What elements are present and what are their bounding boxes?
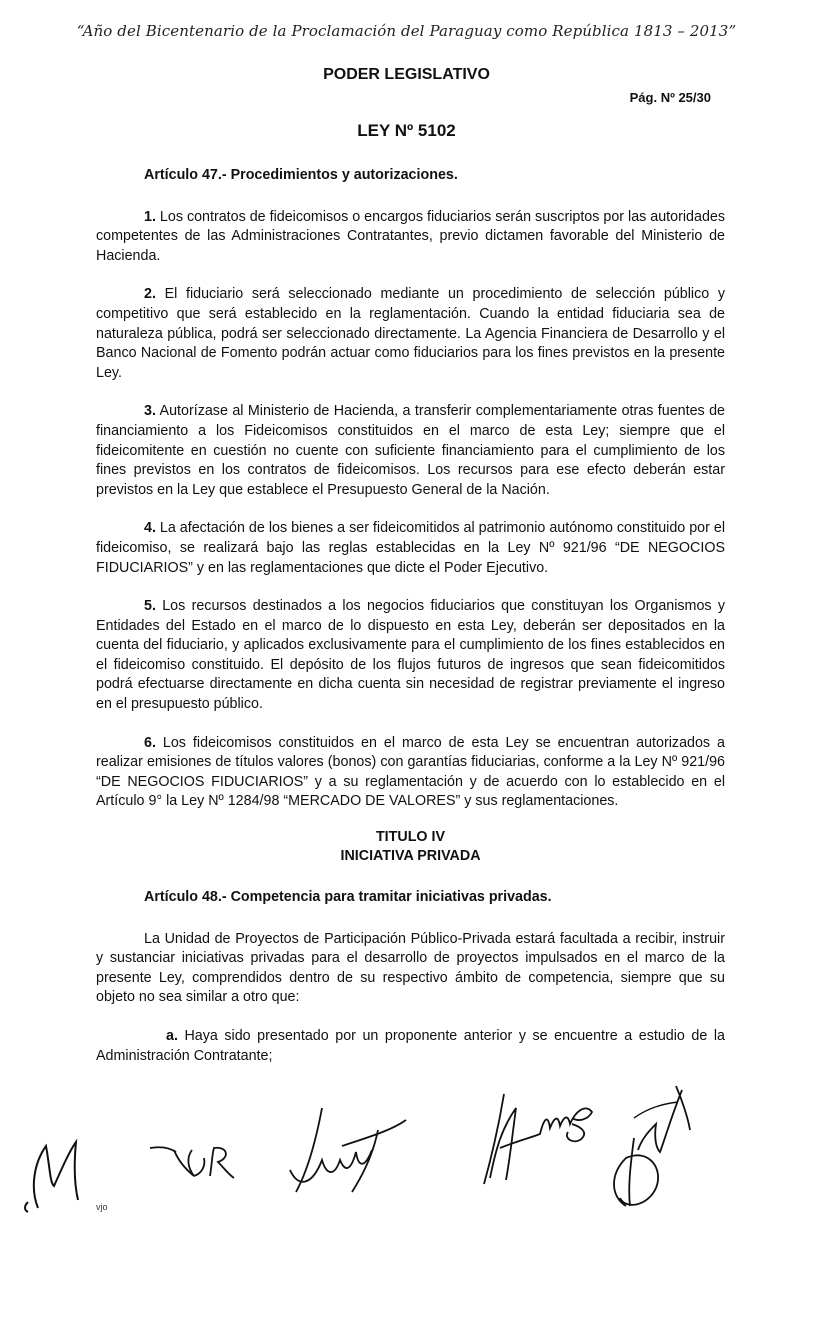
- title-number: TITULO IV: [375, 829, 446, 846]
- title-name: INICIATIVA PRIVADA: [340, 848, 481, 865]
- title-heading: [96, 828, 725, 866]
- paragraph-number: 1.: [144, 208, 156, 225]
- page-number: Pág. Nº 25/30: [629, 90, 711, 105]
- paragraph-number: 3.: [144, 403, 156, 420]
- article-47-paragraph-3: [96, 402, 725, 500]
- paragraph-text: Los recursos destinados a los negocios fiduciarios que constituyan los Organismos y Entidades del Estado en el marco de lo dispuesto en esta Ley, deberán ser depositados en la cuenta del fiduciario, y aplicados exclusivamente para el cumplimiento de los fines establecidos en el fideicomiso constituido. El depósito de los flujos futuros de ingresos que sean fideicomitidos podrá efectuarse directamente en dicha cuenta sin necesidad de registrar previamente el ingreso en el presupuesto público.: [96, 598, 725, 713]
- signature-2: [148, 1138, 238, 1188]
- article-48-item-a: [96, 1027, 725, 1066]
- article-48-title: Artículo 48.- Competencia para tramitar iniciativas privadas.: [144, 889, 552, 906]
- document-body: [96, 166, 725, 1066]
- article-47-paragraph-4: [96, 519, 725, 578]
- paragraph-text: Los fideicomisos constituidos en el marco de esta Ley se encuentran autorizados a realizar emisiones de títulos valores (bonos) con garantías fiduciarias, conforme a la Ley Nº 921/96 “DE NEGOCIOS FIDUCIARIOS” y a su reglamentación y de acuerdo con lo establecido en el Artículo 9° la Ley Nº 1284/98 “MERCADO DE VALORES” y sus reglamentaciones.: [96, 734, 725, 810]
- article-47-paragraph-2: [96, 285, 725, 383]
- paragraph-text: La afectación de los bienes a ser fideicomitidos al patrimonio autónomo constituido por el fideicomiso, se realizará bajo las reglas establecidas en la Ley Nº 921/96 “DE NEGOCIOS FIDUCIARIOS” y en las reglamentaciones que dicte el Poder Ejecutivo.: [96, 520, 725, 576]
- item-text: Haya sido presentado por un proponente anterior y se encuentre a estudio de la Administración Contratante;: [96, 1028, 725, 1064]
- paragraph-number: 6.: [144, 734, 156, 751]
- stamp-strike: [632, 1094, 692, 1124]
- article-47-paragraph-6: [96, 734, 725, 812]
- article-47-title: Artículo 47.- Procedimientos y autorizaciones.: [144, 167, 458, 183]
- motto: “Año del Bicentenario de la Proclamación del Paraguay como República 1813 – 2013”: [76, 22, 737, 40]
- paragraph-number: 5.: [144, 598, 156, 615]
- article-47-paragraph-5: [96, 597, 725, 715]
- signature-4: [460, 1088, 610, 1198]
- typist-initials: vjo: [96, 1202, 108, 1212]
- law-title: LEY Nº 5102: [357, 121, 456, 140]
- paragraph-text: Autorízase al Ministerio de Hacienda, a transferir complementariamente otras fuentes de financiamiento a los Fideicomisos constituidos en el marco de esta Ley; siempre que el fideicomitente en cuestión no cuente con suficiente financiamiento para el cumplimiento de los fines previstos en los contratos de fideicomisos. Los recursos para ese efecto deberán estar previstos en la Ley que establece el Presupuesto General de la Nación.: [96, 403, 725, 498]
- paragraph-number: 2.: [144, 286, 156, 303]
- paragraph-text: El fiduciario será seleccionado mediante un procedimiento de selección público y competitivo que será establecido en la reglamentación. Cuando la entidad fiduciaria sea de naturaleza pública, podrá ser seleccionado directamente. La Agencia Financiera de Desarrollo y el Banco Nacional de Fomento podrán actuar como fiduciarios para los fines previstos en la presente Ley.: [96, 286, 725, 381]
- item-letter: a.: [166, 1028, 178, 1044]
- paragraph-text: Los contratos de fideicomisos o encargos fiduciarios serán suscriptos por las autoridades competentes de las Administraciones Contratantes, previo dictamen favorable del Ministerio de Hacienda.: [96, 208, 725, 264]
- header-title: PODER LEGISLATIVO: [323, 66, 490, 83]
- article-48-intro: La Unidad de Proyectos de Participación Público-Privada estará facultada a recibir, instruir y sustanciar iniciativas privadas para el desarrollo de proyectos impulsados en el marco de la presente Ley, comprendidos dentro de su respectivo ámbito de competencia, siempre que su objeto no sea similar a otro que:: [96, 930, 725, 1006]
- paragraph-number: 4.: [144, 520, 156, 537]
- signature-3: [282, 1100, 412, 1200]
- article-47-paragraph-1: [96, 208, 725, 267]
